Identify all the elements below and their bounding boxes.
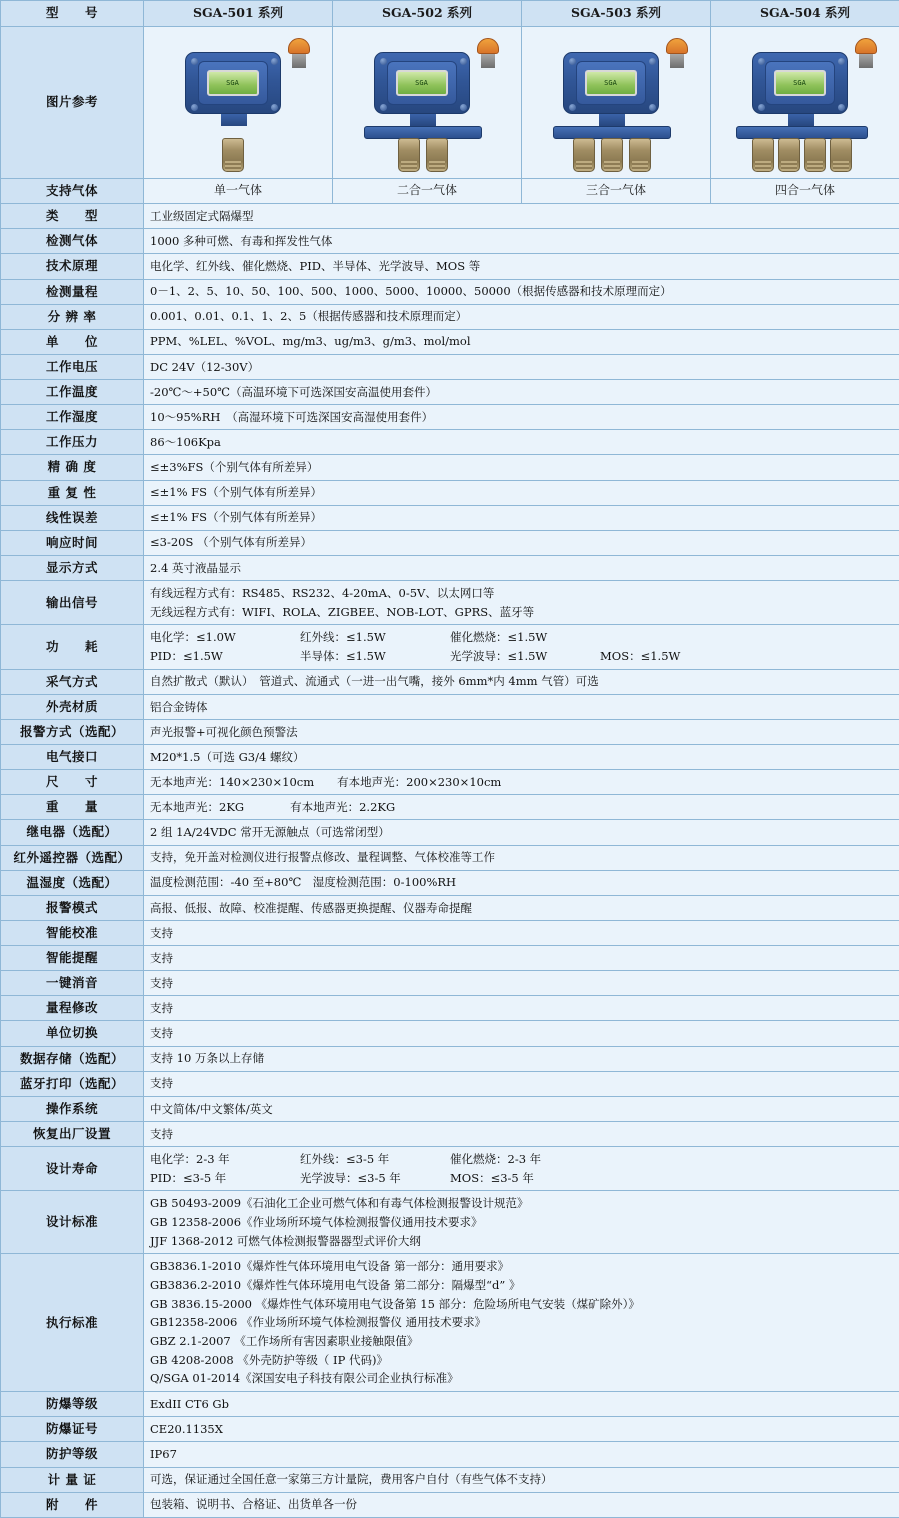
table-row-principle [1,254,899,279]
row-label-power: 功 耗 [1,625,144,669]
device-screen-text-1: SGA [209,72,257,94]
table-row-protection-grade [1,1442,899,1467]
row-label-explosion-cert: 防爆证号 [1,1417,144,1442]
table-row-type [1,204,899,229]
row-value-output-signal [144,581,899,625]
row-label-detect-gas: 检测气体 [1,229,144,254]
device-image-3 [522,27,711,179]
table-row-lifespan [1,1147,899,1191]
row-value-bluetooth-print: 支持 [144,1071,899,1096]
exec-standard-line-4: GB12358-2006 《作业场所环境气体检测报警仪 通用技术要求》 [150,1313,893,1332]
table-row-output-signal [1,581,899,625]
row-label-unit: 单 位 [1,329,144,354]
row-label-display: 显示方式 [1,555,144,580]
table-row-smart-calibration [1,920,899,945]
row-label-type: 类 型 [1,204,144,229]
row-value-shell-material: 铝合金铸体 [144,694,899,719]
output-signal-line-2: 无线远程方式有：WIFI、ROLA、ZIGBEE、NOB-LOT、GPRS、蓝牙等 [150,603,893,622]
table-row-accessories [1,1492,899,1517]
row-label-smart-calibration: 智能校准 [1,920,144,945]
row-value-humidity: 10～95%RH （高湿环境下可选深国安高湿使用套件） [144,405,899,430]
table-row-pressure [1,430,899,455]
table-row-electrical-interface [1,745,899,770]
row-label-protection-grade: 防护等级 [1,1442,144,1467]
table-row-accuracy [1,455,899,480]
table-row-power [1,625,899,669]
row-value-detect-gas: 1000 多种可燃、有毒和挥发性气体 [144,229,899,254]
model-cell-4: SGA-504 系列 [711,1,899,27]
table-row-humidity [1,405,899,430]
lifespan-catalytic: 催化燃烧：2-3 年 [450,1151,600,1168]
row-label-range-modify: 量程修改 [1,996,144,1021]
table-row-factory-reset [1,1121,899,1146]
row-value-temp-humidity-option: 温度检测范围：-40 至+80℃ 湿度检测范围：0-100%RH [144,870,899,895]
row-label-electrical-interface: 电气接口 [1,745,144,770]
row-value-sampling: 自然扩散式（默认） 管道式、流通式（一进一出气嘴，接外 6mm*内 4mm 气管）可选 [144,669,899,694]
power-catalytic: 催化燃烧：≤1.5W [450,629,600,646]
row-value-lifespan [144,1147,899,1191]
alarm-lamp-icon [666,38,688,68]
power-semiconductor: 半导体：≤1.5W [300,648,450,665]
table-row-bluetooth-print [1,1071,899,1096]
design-standard-line-2: GB 12358-2006《作业场所环境气体检测报警仪通用技术要求》 [150,1213,893,1232]
table-row-model [1,1,899,27]
row-label-alarm-method: 报警方式（选配） [1,719,144,744]
row-value-principle: 电化学、红外线、催化燃烧、PID、半导体、光学波导、MOS 等 [144,254,899,279]
lifespan-optical: 光学波导：≤3-5 年 [300,1170,450,1187]
table-row-repeatability [1,480,899,505]
table-row-ir-remote [1,845,899,870]
table-row-range-modify [1,996,899,1021]
row-label-accessories: 附 件 [1,1492,144,1517]
row-label-linearity: 线性误差 [1,505,144,530]
alarm-lamp-icon [855,38,877,68]
model-cell-2: SGA-502 系列 [333,1,522,27]
table-row-one-key-mute [1,971,899,996]
gas-support-cell-2: 二合一气体 [333,179,522,204]
row-label-image: 图片参考 [1,27,144,179]
table-row-unit [1,329,899,354]
row-label-alarm-mode: 报警模式 [1,895,144,920]
gas-detector-illustration-2 [340,30,515,175]
row-label-temp-humidity-option: 温湿度（选配） [1,870,144,895]
power-electrochemical: 电化学：≤1.0W [150,629,300,646]
row-value-size: 无本地声光：140×230×10cm 有本地声光：200×230×10cm [144,770,899,795]
gas-support-cell-1: 单一气体 [144,179,333,204]
row-label-explosion-grade: 防爆等级 [1,1392,144,1417]
model-cell-3: SGA-503 系列 [522,1,711,27]
row-value-accuracy: ≤±3%FS（个别气体有所差异） [144,455,899,480]
table-row-linearity [1,505,899,530]
device-image-2 [333,27,522,179]
row-value-explosion-cert: CE20.1135X [144,1417,899,1442]
table-row-relay [1,820,899,845]
row-value-temperature: -20℃～+50℃（高温环境下可选深国安高温使用套件） [144,380,899,405]
table-row-exec-standard [1,1254,899,1392]
row-label-humidity: 工作湿度 [1,405,144,430]
row-value-protection-grade: IP67 [144,1442,899,1467]
row-value-metrology-cert: 可选，保证通过全国任意一家第三方计量院，费用客户自付（有些气体不支持） [144,1467,899,1492]
lifespan-line-2 [150,1169,893,1188]
model-cell-1: SGA-501 系列 [144,1,333,27]
table-row-images [1,27,899,179]
table-row-unit-switch [1,1021,899,1046]
row-label-smart-reminder: 智能提醒 [1,946,144,971]
gas-detector-illustration-1 [151,30,326,175]
alarm-lamp-icon [477,38,499,68]
row-value-smart-reminder: 支持 [144,946,899,971]
table-row-range [1,279,899,304]
table-row-weight [1,795,899,820]
row-label-factory-reset: 恢复出厂设置 [1,1121,144,1146]
row-value-pressure: 86～106Kpa [144,430,899,455]
row-label-os: 操作系统 [1,1096,144,1121]
table-row-voltage [1,354,899,379]
device-screen-text-3: SGA [587,72,635,94]
row-label-one-key-mute: 一键消音 [1,971,144,996]
row-label-sampling: 采气方式 [1,669,144,694]
row-label-pressure: 工作压力 [1,430,144,455]
row-value-relay: 2 组 1A/24VDC 常开无源触点（可选常闭型） [144,820,899,845]
power-pid: PID：≤1.5W [150,648,300,665]
table-row-temperature [1,380,899,405]
row-value-os: 中文简体/中文繁体/英文 [144,1096,899,1121]
table-row-resolution [1,304,899,329]
table-row-sampling [1,669,899,694]
row-value-smart-calibration: 支持 [144,920,899,945]
exec-standard-line-3: GB 3836.15-2000 《爆炸性气体环境用电气设备第 15 部分：危险场所电气安装（煤矿除外）》 [150,1295,893,1314]
row-value-display: 2.4 英寸液晶显示 [144,555,899,580]
table-row-explosion-cert [1,1417,899,1442]
alarm-lamp-icon [288,38,310,68]
row-value-response-time: ≤3-20S （个别气体有所差异） [144,530,899,555]
table-row-gas-support [1,179,899,204]
power-infrared: 红外线：≤1.5W [300,629,450,646]
device-image-4 [711,27,899,179]
row-label-voltage: 工作电压 [1,354,144,379]
exec-standard-line-2: GB3836.2-2010《爆炸性气体环境用电气设备 第二部分：隔爆型“d” 》 [150,1276,893,1295]
exec-standard-line-7: Q/SGA 01-2014《深国安电子科技有限公司企业执行标准》 [150,1369,893,1388]
table-row-design-standard [1,1191,899,1254]
row-label-lifespan: 设计寿命 [1,1147,144,1191]
table-row-metrology-cert [1,1467,899,1492]
row-value-ir-remote: 支持，免开盖对检测仪进行报警点修改、量程调整、气体校准等工作 [144,845,899,870]
row-value-voltage: DC 24V（12-30V） [144,354,899,379]
row-value-explosion-grade: ExdII CT6 Gb [144,1392,899,1417]
row-value-alarm-method: 声光报警+可视化颜色预警法 [144,719,899,744]
device-image-1 [144,27,333,179]
row-value-design-standard [144,1191,899,1254]
row-label-range: 检测量程 [1,279,144,304]
row-label-model: 型 号 [1,1,144,27]
row-label-size: 尺 寸 [1,770,144,795]
lifespan-electrochemical: 电化学：2-3 年 [150,1151,300,1168]
table-row-data-storage [1,1046,899,1071]
table-row-os [1,1096,899,1121]
gas-detector-illustration-3 [529,30,704,175]
row-label-weight: 重 量 [1,795,144,820]
row-value-electrical-interface: M20*1.5（可选 G3/4 螺纹） [144,745,899,770]
design-standard-line-1: GB 50493-2009《石油化工企业可燃气体和有毒气体检测报警设计规范》 [150,1194,893,1213]
table-row-detect-gas [1,229,899,254]
row-value-weight: 无本地声光：2KG 有本地声光：2.2KG [144,795,899,820]
row-value-linearity: ≤±1% FS（个别气体有所差异） [144,505,899,530]
row-value-range: 0－1、2、5、10、50、100、500、1000、5000、10000、50000（根据传感器和技术原理而定） [144,279,899,304]
row-value-exec-standard [144,1254,899,1392]
table-row-smart-reminder [1,946,899,971]
exec-standard-line-1: GB3836.1-2010《爆炸性气体环境用电气设备 第一部分：通用要求》 [150,1257,893,1276]
output-signal-line-1: 有线远程方式有：RS485、RS232、4-20mA、0-5V、以太网口等 [150,584,893,603]
row-label-unit-switch: 单位切换 [1,1021,144,1046]
lifespan-mos: MOS：≤3-5 年 [450,1170,600,1187]
table-row-response-time [1,530,899,555]
design-standard-line-3: JJF 1368-2012 可燃气体检测报警器器型式评价大纲 [150,1232,893,1251]
gas-detector-illustration-4 [718,30,893,175]
row-value-repeatability: ≤±1% FS（个别气体有所差异） [144,480,899,505]
row-label-design-standard: 设计标准 [1,1191,144,1254]
row-value-resolution: 0.001、0.01、0.1、1、2、5（根据传感器和技术原理而定） [144,304,899,329]
row-value-unit-switch: 支持 [144,1021,899,1046]
row-value-accessories: 包装箱、说明书、合格证、出货单各一份 [144,1492,899,1517]
gas-support-cell-3: 三合一气体 [522,179,711,204]
row-label-ir-remote: 红外遥控器（选配） [1,845,144,870]
power-line-1 [150,628,893,647]
row-label-gas-support: 支持气体 [1,179,144,204]
row-value-power [144,625,899,669]
row-label-accuracy: 精 确 度 [1,455,144,480]
power-line-2 [150,647,893,666]
lifespan-infrared: 红外线：≤3-5 年 [300,1151,450,1168]
gas-support-cell-4: 四合一气体 [711,179,899,204]
power-mos: MOS：≤1.5W [600,648,750,665]
row-value-range-modify: 支持 [144,996,899,1021]
device-screen-text-2: SGA [398,72,446,94]
exec-standard-line-5: GBZ 2.1-2007 《工作场所有害因素职业接触限值》 [150,1332,893,1351]
lifespan-line-1 [150,1150,893,1169]
exec-standard-line-6: GB 4208-2008 《外壳防护等级（ IP 代码)》 [150,1351,893,1370]
row-value-one-key-mute: 支持 [144,971,899,996]
row-label-exec-standard: 执行标准 [1,1254,144,1392]
table-row-size [1,770,899,795]
table-row-alarm-method [1,719,899,744]
row-label-metrology-cert: 计 量 证 [1,1467,144,1492]
table-row-shell-material [1,694,899,719]
power-optical: 光学波导：≤1.5W [450,648,600,665]
row-label-output-signal: 输出信号 [1,581,144,625]
row-value-unit: PPM、%LEL、%VOL、mg/m3、ug/m3、g/m3、mol/mol [144,329,899,354]
device-screen-text-4: SGA [776,72,824,94]
row-label-temperature: 工作温度 [1,380,144,405]
row-label-repeatability: 重 复 性 [1,480,144,505]
table-row-explosion-grade [1,1392,899,1417]
row-value-data-storage: 支持 10 万条以上存储 [144,1046,899,1071]
row-label-resolution: 分 辨 率 [1,304,144,329]
row-label-response-time: 响应时间 [1,530,144,555]
row-label-principle: 技术原理 [1,254,144,279]
table-row-temp-humidity-option [1,870,899,895]
row-value-type: 工业级固定式隔爆型 [144,204,899,229]
lifespan-pid: PID：≤3-5 年 [150,1170,300,1187]
table-row-display [1,555,899,580]
row-label-bluetooth-print: 蓝牙打印（选配） [1,1071,144,1096]
table-row-alarm-mode [1,895,899,920]
row-label-data-storage: 数据存储（选配） [1,1046,144,1071]
row-value-alarm-mode: 高报、低报、故障、校准提醒、传感器更换提醒、仪器寿命提醒 [144,895,899,920]
row-label-shell-material: 外壳材质 [1,694,144,719]
row-value-factory-reset: 支持 [144,1121,899,1146]
row-label-relay: 继电器（选配） [1,820,144,845]
